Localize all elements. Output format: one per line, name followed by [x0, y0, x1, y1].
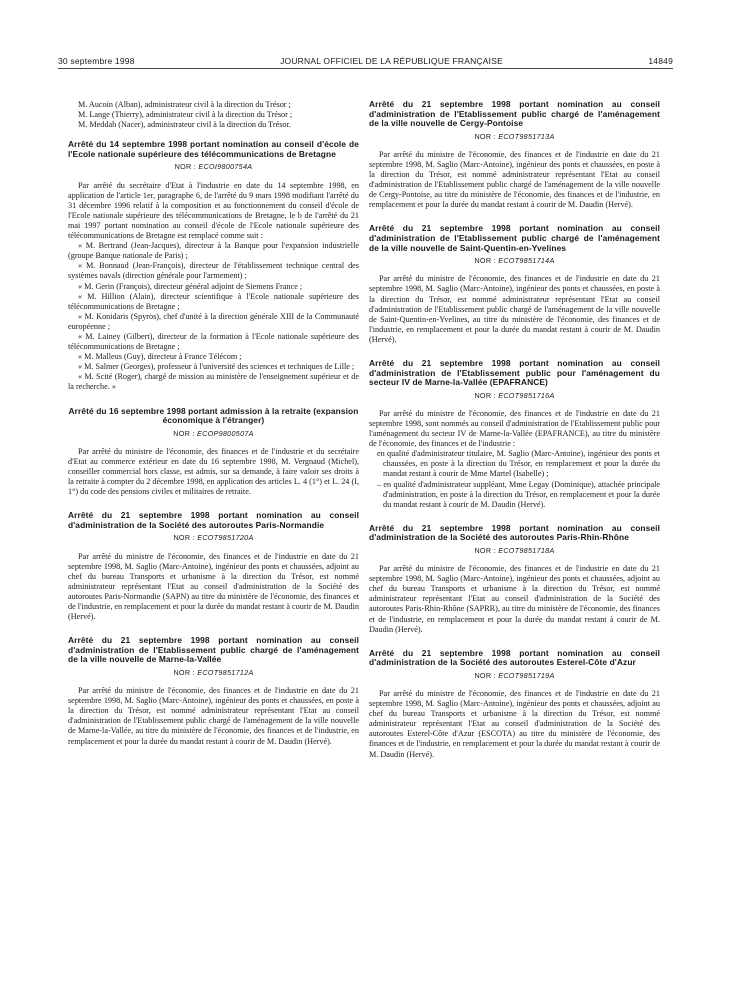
decree-article — [369, 359, 660, 510]
decree-paragraph: Par arrêté du ministre de l'économie, des finances et de l'industrie en date du 21 septembre 1998, M. Saglio (Marc-Antoine), ingénieur des ponts et chaussées, en poste à la direction du Trésor, est nommé administrateur représentant l'Etat au conseil d'administration de l'Etablissement public chargé de l'aménagement de la ville nouvelle de Saint-Quentin-en-Yvelines, au titre du ministère de l'économie, des finances et de l'industrie, en remplacement et pour la durée du mandat restant à courir de M. Daudin (Hervé). — [369, 274, 660, 344]
decree-paragraph: « M. Gerin (François), directeur général adjoint de Siemens France ; — [78, 281, 303, 291]
decree-article — [68, 511, 359, 622]
decree-article — [68, 636, 359, 746]
nor-label: NOR : — [173, 533, 195, 543]
appointment-list — [369, 449, 660, 510]
nor-reference — [68, 668, 359, 678]
header-rule — [58, 68, 673, 69]
appointee-entry: M. Lange (Thierry), administrateur civil à la direction du Trésor ; — [78, 110, 293, 120]
decree-article — [369, 224, 660, 345]
decree-paragraph: Par arrêté du ministre de l'économie, des finances et de l'industrie en date du 21 septembre 1998, M. Saglio (Marc-Antoine), ingénieur des ponts et chaussées, adjoint au chef du bureau Transports et urbanisme à la direction du Trésor, est nommé administrateur représentant l'Etat au conseil d'administration de la Société des autoroutes Esterel-Côte d'Azur (ESCOTA) au titre du ministère de l'économie, des finances et de l'industrie, en remplacement et pour la durée du mandat restant à courir de M. Daudin (Hervé). — [369, 689, 660, 759]
nor-label: NOR : — [474, 545, 496, 555]
nor-code: ECOT9851714A — [498, 256, 555, 266]
header-date: 30 septembre 1998 — [58, 56, 135, 66]
right-column — [369, 100, 660, 774]
decree-paragraph: « M. Malleus (Guy), directeur à France Télécom ; — [78, 352, 242, 362]
decree-paragraph: « M. Bertrand (Jean-Jacques), directeur à la Banque pour l'expansion industrielle (groupe Banque nationale de Paris) ; — [68, 241, 359, 261]
nor-reference — [68, 429, 359, 439]
decree-paragraph: Par arrêté du ministre de l'économie, des finances et de l'industrie en date du 21 septembre 1998, M. Saglio (Marc-Antoine), ingénieur des ponts et chaussées, adjoint au chef du bureau Transports et urbanisme à la direction du Trésor, est nommé administrateur représentant l'Etat au conseil d'administration de la Société des autoroutes Paris-Normandie (SAPN) au titre du ministère de l'économie, des finances et de l'industrie, en remplacement et pour la durée du mandat restant à courir de M. Daudin (Hervé). — [68, 551, 359, 622]
decree-article — [369, 100, 660, 210]
appointment-list-continued — [68, 100, 359, 130]
decree-paragraph: Par arrêté du ministre de l'économie, des finances et de l'industrie et du secrétaire d'Etat au commerce extérieur en date du 16 septembre 1998, M. Vergnaud (Michel), conseiller commercial hors classe, est admis, sur sa demande, à faire valoir ses droits à la retraite à compter du 2 décembre 1998, en application des articles L. 4 (1°) et L. 24 (I, 1°) du code des pensions civiles et militaires de retraite. — [68, 446, 359, 497]
page-header — [58, 56, 673, 66]
decree-article — [68, 407, 359, 498]
decree-paragraph: Par arrêté du ministre de l'économie, des finances et de l'industrie en date du 21 septembre 1998, M. Saglio (Marc-Antoine), ingénieur des ponts et chaussées, en poste à la direction du Trésor, est nommé administrateur représentant l'Etat au conseil d'administration de l'Etablissement public chargé de l'aménagement de la ville nouvelle de Cergy-Pontoise, au titre du ministère de l'économie, des finances et de l'industrie, en remplacement et pour la durée du mandat restant à courir de M. Daudin (Hervé). — [369, 149, 660, 210]
nor-code: ECOT9851716A — [498, 390, 555, 400]
nor-label: NOR : — [474, 131, 496, 141]
header-journal-title: JOURNAL OFFICIEL DE LA RÉPUBLIQUE FRANÇAISE — [280, 56, 503, 66]
list-item: – en qualité d'administrateur suppléant, Mme Legay (Dominique), attachée principale d'administration, en poste à la direction du Trésor, en remplacement et pour la durée du mandat restant à courir de M. Daudin (Hervé). — [377, 479, 660, 509]
nor-reference — [68, 533, 359, 543]
nor-reference — [369, 256, 660, 266]
decree-article — [369, 524, 660, 635]
left-column — [68, 100, 359, 761]
nor-code: ECOI9800754A — [198, 162, 253, 172]
nor-reference — [369, 391, 660, 401]
nor-label: NOR : — [474, 670, 496, 680]
decree-title: Arrêté du 21 septembre 1998 portant nomination au conseil d'administration de l'Etablissement public chargé de l'aménagement de la ville nouvelle de Cergy-Pontoise — [369, 99, 660, 129]
decree-paragraph: Par arrêté du ministre de l'économie, des finances et de l'industrie en date du 21 septembre 1998, sont nommés au conseil d'administration de l'Etablissement public pour l'aménagement du secteur IV de Marne-la-Vallée (EPAFRANCE), au titre du ministère de l'économie, des finances et de l'industrie : — [369, 408, 660, 449]
header-page-number: 14849 — [648, 56, 673, 66]
decree-title: Arrêté du 21 septembre 1998 portant nomination au conseil d'administration de l'Etablissement public chargé de l'aménagement de la ville nouvelle de Saint-Quentin-en-Yvelines — [369, 223, 660, 253]
decree-article — [369, 649, 660, 760]
nor-label: NOR : — [474, 390, 496, 400]
decree-article — [68, 140, 359, 392]
nor-reference — [369, 132, 660, 142]
decree-paragraph: « M. Salmer (Georges), professeur à l'université des sciences et techniques de Lille ; — [78, 362, 355, 372]
nor-code: ECOP9800507A — [197, 428, 254, 438]
decree-paragraph: « M. Lainey (Gilbert), directeur de la formation à l'Ecole nationale supérieure des télécommunications de Bretagne ; — [68, 331, 359, 352]
decree-paragraph: « M. Konidaris (Spyros), chef d'unité à la direction générale XIII de la Communauté européenne ; — [68, 311, 359, 331]
decree-title: Arrêté du 16 septembre 1998 portant admission à la retraite (expansion économique à l'étranger) — [68, 405, 359, 426]
nor-code: ECOT9851718A — [498, 545, 555, 555]
decree-title: Arrêté du 21 septembre 1998 portant nomination au conseil d'administration de la Société des autoroutes Paris-Normandie — [68, 510, 359, 530]
decree-title: Arrêté du 21 septembre 1998 portant nomination au conseil d'administration de l'Etablissement public chargé de l'aménagement de la ville nouvelle de Marne-la-Vallée — [68, 635, 359, 665]
nor-label: NOR : — [474, 256, 496, 266]
nor-code: ECOT9851720A — [197, 533, 254, 543]
decree-paragraph: « M. Scité (Roger), chargé de mission au ministère de l'enseignement supérieur et de la recherche. » — [68, 372, 359, 392]
nor-label: NOR : — [173, 668, 195, 677]
decree-paragraph: Par arrêté du secrétaire d'Etat à l'industrie en date du 14 septembre 1998, en application de l'article 1er, paragraphe 6, de l'arrêté du 9 mars 1998 modifiant l'arrêté du 31 décembre 1996 relatif à la composition et au fonctionnement du conseil d'école de l'Ecole nationale supérieure des télécommunications de Bretagne, le b de l'arrêté du 21 mai 1997 portant nomination au conseil d'école de l'Ecole nationale supérieure des télécommunications de Bretagne est remplacé comme suit : — [68, 180, 359, 241]
nor-label: NOR : — [173, 428, 195, 438]
decree-paragraph: Par arrêté du ministre de l'économie, des finances et de l'industrie en date du 21 septembre 1998, M. Saglio (Marc-Antoine), ingénieur des ponts et chaussées, adjoint au chef du bureau Transports et urbanisme à la direction du Trésor, est nommé administrateur représentant l'Etat au conseil d'administration de la Société des autoroutes Paris-Rhin-Rhône (SAPRR), au titre du ministère de l'économie, des finances et de l'industrie, en remplacement et pour la durée du mandat restant à courir de M. Daudin (Hervé). — [369, 564, 660, 634]
decree-paragraph: « M. Hillion (Alain), directeur scientifique à l'Ecole nationale supérieure des télécommunications de Bretagne ; — [68, 291, 359, 311]
nor-code: ECOT9851719A — [498, 670, 555, 680]
decree-title: Arrêté du 14 septembre 1998 portant nomination au conseil d'école de l'Ecole nationale supérieure des télécommunications de Bretagne — [68, 139, 359, 159]
nor-reference — [68, 162, 359, 172]
nor-reference — [369, 546, 660, 556]
decree-title: Arrêté du 21 septembre 1998 portant nomination au conseil d'administration de la Société des autoroutes Paris-Rhin-Rhône — [369, 522, 660, 543]
nor-code: ECOT9851713A — [498, 131, 555, 141]
nor-reference — [369, 671, 660, 681]
decree-title: Arrêté du 21 septembre 1998 portant nomination au conseil d'administration de la Société des autoroutes Esterel-Côte d'Azur — [369, 647, 660, 668]
decree-paragraph: « M. Bonnaud (Jean-François), directeur de l'établissement technique central des systèmes navals (direction générale pour l'armement) ; — [68, 261, 359, 281]
nor-code: ECOT9851712A — [197, 668, 254, 677]
decree-title: Arrêté du 21 septembre 1998 portant nomination au conseil d'administration de l'Etablissement public pour l'aménagement du secteur IV de Marne-la-Vallée (EPAFRANCE) — [369, 357, 660, 388]
appointee-entry: M. Aucoin (Alban), administrateur civil à la direction du Trésor ; — [78, 100, 291, 109]
decree-paragraph: Par arrêté du ministre de l'économie, des finances et de l'industrie en date du 21 septembre 1998, M. Saglio (Marc-Antoine), ingénieur des ponts et chaussées, en poste à la direction du Trésor, est nommé administrateur représentant l'Etat au conseil d'administration de l'Etablissement public chargé de l'aménagement de la ville nouvelle de Marne-la-Vallée, au titre du ministère de l'économie, des finances et de l'industrie, en remplacement et pour la durée du mandat restant à courir de M. Daudin (Hervé). — [68, 686, 359, 746]
list-item: en qualité d'administrateur titulaire, M. Saglio (Marc-Antoine), ingénieur des ponts et chaussées, en poste à la direction du Trésor, en remplacement et pour la durée du mandat restant à courir de Mme Martel (Isabelle) ; — [377, 449, 660, 479]
appointee-entry: M. Meddah (Nacer), administrateur civil à la direction du Trésor. — [78, 120, 291, 130]
nor-label: NOR : — [174, 162, 197, 172]
